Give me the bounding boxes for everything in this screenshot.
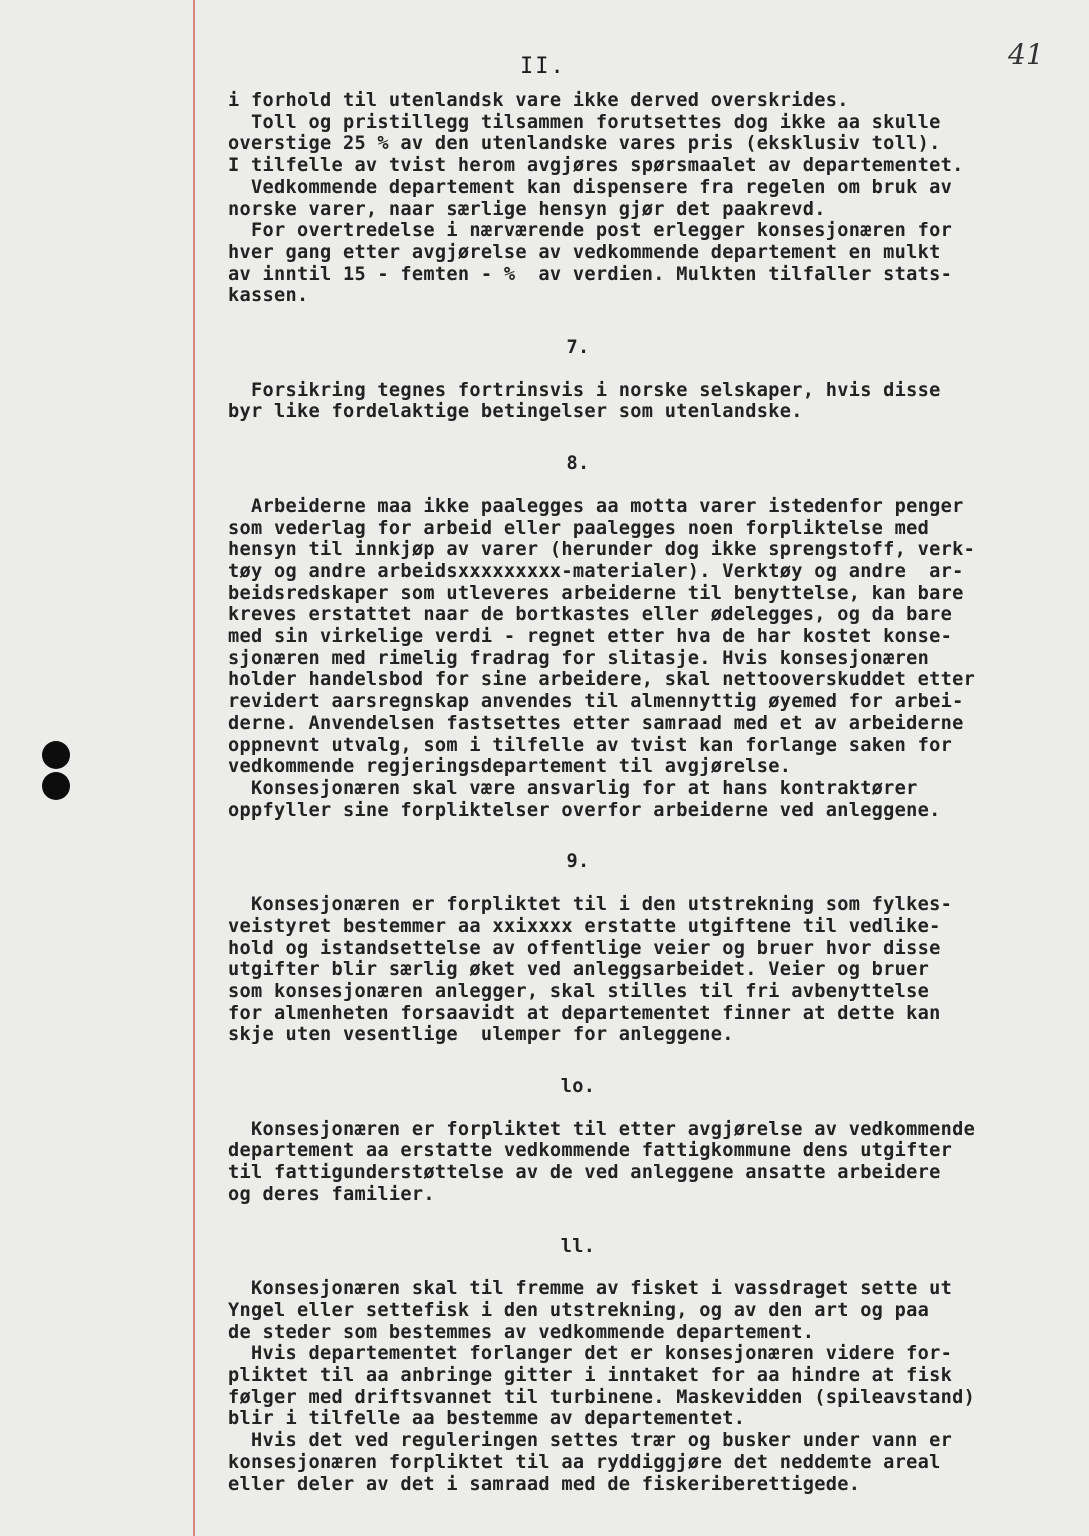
text-line: oppnevnt utvalg, som i tilfelle av tvist kan forlange saken for xyxy=(228,734,953,756)
section-number: 7. xyxy=(566,337,590,359)
text-line: og deres familier. xyxy=(228,1183,435,1205)
heading-gap xyxy=(228,1098,1068,1119)
text-line: overstige 25 % av den utenlandske vares pris (eksklusiv toll). xyxy=(228,133,941,155)
text-line: blir i tilfelle aa bestemme av departementet. xyxy=(228,1408,746,1430)
text-line: som vederlag for arbeid eller paalegges noen forpliktelse med xyxy=(228,517,930,539)
text-line: de steder som bestemmes av vedkommende departement. xyxy=(228,1321,815,1343)
section-gap xyxy=(228,307,1068,337)
section-gap xyxy=(228,821,1068,851)
text-line: norske varer, naar særlige hensyn gjør det paakrevd. xyxy=(228,198,826,220)
section-number: ll. xyxy=(560,1235,596,1257)
text-line: Konsesjonæren skal til fremme av fisket i vassdraget sette ut xyxy=(228,1278,953,1300)
section-number: lo. xyxy=(560,1076,596,1098)
text-line: derne. Anvendelsen fastsettes etter samraad med et av arbeiderne xyxy=(228,712,964,734)
section-gap xyxy=(228,1206,1068,1236)
folio-number: 41 xyxy=(1008,38,1044,71)
text-line: Arbeiderne maa ikke paalegges aa motta varer istedenfor penger xyxy=(228,495,964,517)
punch-hole xyxy=(42,772,70,800)
text-line: holder handelsbod for sine arbeidere, skal nettooverskuddet etter xyxy=(228,669,976,691)
heading-gap xyxy=(228,1257,1068,1278)
text-line: revidert aarsregnskap anvendes til almennyttig øyemed for arbei- xyxy=(228,691,964,713)
text-line: Konsesjonæren er forpliktet til etter avgjørelse av vedkommende xyxy=(228,1118,976,1140)
section-gap xyxy=(228,1046,1068,1076)
text-line: til fattigunderstøttelse av de ved anleggene ansatte arbeidere xyxy=(228,1162,941,1184)
text-line: For overtredelse i nærværende post erlegger konsesjonæren for xyxy=(228,220,953,242)
text-line: følger med driftsvannet til turbinene. Maskevidden (spileavstand) xyxy=(228,1386,976,1408)
text-line: Vedkommende departement kan dispensere fra regelen om bruk av xyxy=(228,176,953,198)
text-line: av inntil 15 - femten - % av verdien. Mulkten tilfaller stats- xyxy=(228,263,953,285)
text-line: for almenheten forsaavidt at departementet finner at dette kan xyxy=(228,1002,941,1024)
text-line: skje uten vesentlige ulemper for anleggene. xyxy=(228,1024,734,1046)
text-line: kreves erstattet naar de bortkastes eller ødelegges, og da bare xyxy=(228,604,953,626)
text-line: Hvis departementet forlanger det er konsesjonæren videre for- xyxy=(228,1343,953,1365)
section-number: 9. xyxy=(566,851,590,873)
text-line: utgifter blir særlig øket ved anleggsarbeidet. Veier og bruer xyxy=(228,959,930,981)
text-line: Forsikring tegnes fortrinsvis i norske selskaper, hvis disse xyxy=(228,379,941,401)
text-line: vedkommende regjeringsdepartement til avgjørelse. xyxy=(228,756,792,778)
text-line: som konsesjonæren anlegger, skal stilles til fri avbenyttelse xyxy=(228,980,930,1002)
text-line: pliktet til aa anbringe gitter i inntaket for aa hindre at fisk xyxy=(228,1365,953,1387)
text-line: oppfyller sine forpliktelser overfor arbeiderne ved anleggene. xyxy=(228,799,941,821)
heading-gap xyxy=(228,873,1068,894)
text-line: med sin virkelige verdi - regnet etter hva de har kostet konse- xyxy=(228,626,953,648)
heading-gap xyxy=(228,475,1068,496)
margin-rule xyxy=(193,0,195,1536)
text-line: eller deler av det i samraad med de fiskeriberettigede. xyxy=(228,1473,861,1495)
text-line: Yngel eller settefisk i den utstrekning, og av den art og paa xyxy=(228,1299,930,1321)
document-body xyxy=(228,90,1068,1495)
text-line: byr like fordelaktige betingelser som utenlandske. xyxy=(228,401,803,423)
text-line: hver gang etter avgjørelse av vedkommende departement en mulkt xyxy=(228,241,941,263)
text-line: hensyn til innkjøp av varer (herunder dog ikke sprengstoff, verk- xyxy=(228,539,976,561)
text-line: departement aa erstatte vedkommende fattigkommune dens utgifter xyxy=(228,1140,953,1162)
section-number: 8. xyxy=(566,453,590,475)
text-line: veistyret bestemmer aa xxixxxx erstatte utgiftene til vedlike- xyxy=(228,915,941,937)
text-line: konsesjonæren forpliktet til aa ryddiggjøre det neddemte areal xyxy=(228,1451,941,1473)
text-line: i forhold til utenlandsk vare ikke derved overskrides. xyxy=(228,90,849,111)
text-line: Konsesjonæren er forpliktet til i den utstrekning som fylkes- xyxy=(228,894,953,916)
punch-hole xyxy=(42,741,70,769)
text-line: Toll og pristillegg tilsammen forutsettes dog ikke aa skulle xyxy=(228,111,941,133)
section-gap xyxy=(228,423,1068,453)
text-line: Konsesjonæren skal være ansvarlig for at hans kontraktører xyxy=(228,777,918,799)
page-label: II. xyxy=(520,54,566,79)
text-line: I tilfelle av tvist herom avgjøres spørsmaalet av departementet. xyxy=(228,155,964,177)
text-line: tøy og andre arbeidsxxxxxxxxx-materialer). Verktøy og andre ar- xyxy=(228,560,964,582)
text-line: sjonæren med rimelig fradrag for slitasje. Hvis konsesjonæren xyxy=(228,647,930,669)
text-line: kassen. xyxy=(228,285,309,307)
text-line: hold og istandsettelse av offentlige veier og bruer hvor disse xyxy=(228,937,941,959)
text-line: Hvis det ved reguleringen settes trær og busker under vann er xyxy=(228,1430,953,1452)
text-line: beidsredskaper som utleveres arbeiderne til benyttelse, kan bare xyxy=(228,582,964,604)
heading-gap xyxy=(228,359,1068,380)
